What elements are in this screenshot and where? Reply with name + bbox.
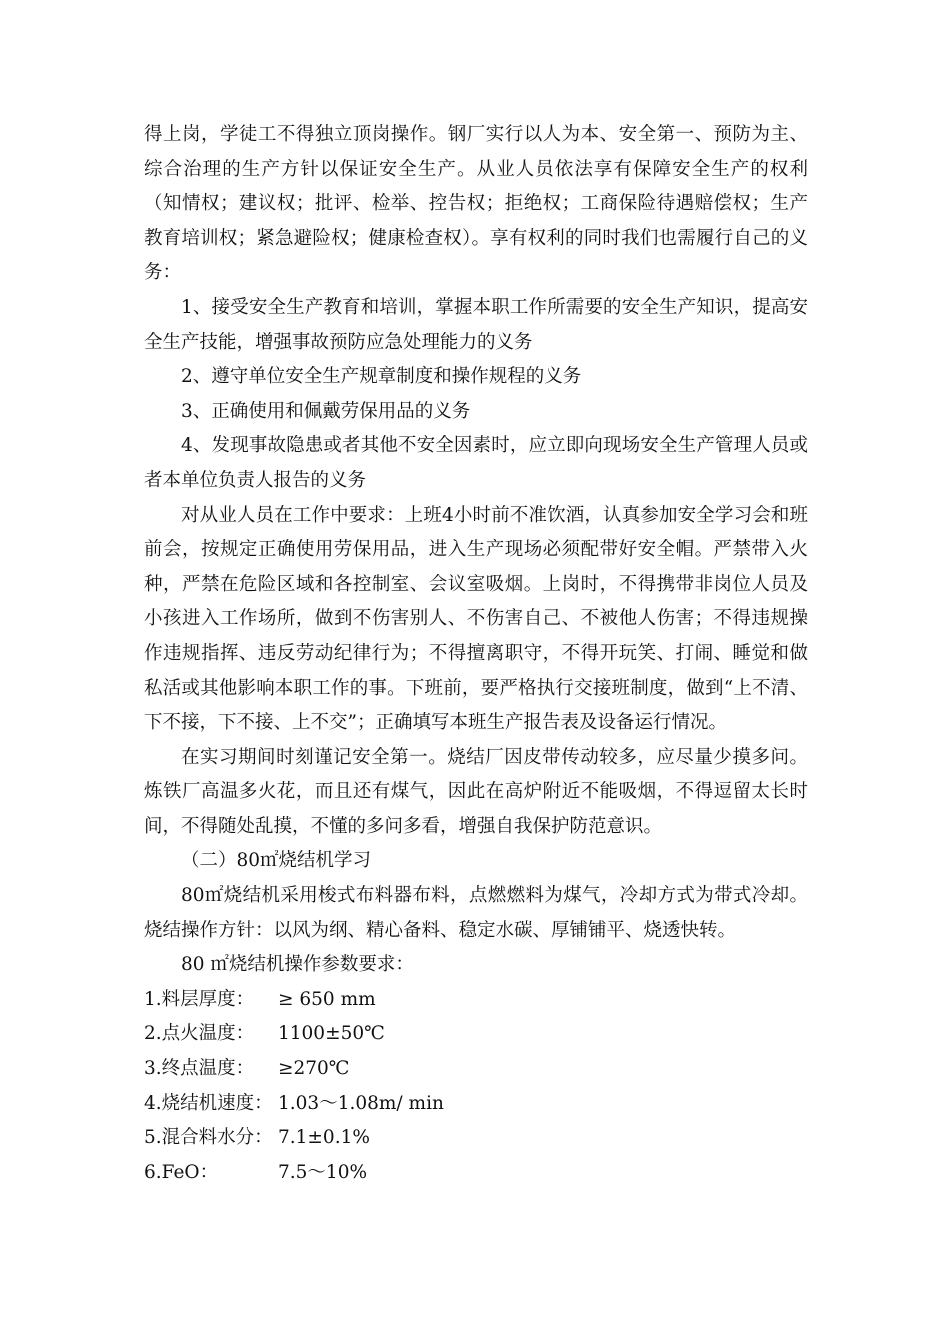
parameter-label: 5.混合料水分： (144, 1127, 273, 1149)
parameter-list (144, 983, 808, 1191)
parameter-value: 1100±50℃ (278, 1023, 385, 1045)
parameter-row (144, 1017, 808, 1052)
paragraph-work-requirements: 对从业人员在工作中要求：上班4小时前不准饮酒，认真参加安全学习会和班前会，按规定正确使用劳保用品，进入生产现场必须配带好安全帽。严禁带入火种，严禁在危险区域和各控制室、会议室吸烟。上岗时，不得携带非岗位人员及小孩进入工作场所，做到不伤害别人、不伤害自己、不被他人伤害；不得违规操作违规指挥、违反劳动纪律行为；不得擅离职守，不得开玩笑、打闹、睡觉和做私活或其他影响本职工作的事。下班前，要严格执行交接班制度，做到“上不清、下不接，下不接、上不交”；正确填写本班生产报告表及设备运行情况。 (144, 504, 808, 734)
parameter-row (144, 1156, 808, 1191)
parameter-row (144, 983, 808, 1018)
parameter-label: 3.终点温度： (144, 1058, 255, 1080)
parameter-row (144, 1052, 808, 1087)
paragraph-rights: 得上岗，学徒工不得独立顶岗操作。钢厂实行以人为本、安全第一、预防为主、综合治理的生产方针以保证安全生产。从业人员依法享有保障安全生产的权利（知情权；建议权；批评、检举、控告权；拒绝权；工商保险待遇赔偿权；生产教育培训权；紧急避险权；健康检查权）。享有权利的同时我们也需履行自己的义务： (144, 124, 808, 284)
paragraph-params-heading: 80 ㎡烧结机操作参数要求： (181, 954, 414, 976)
parameter-row (144, 1121, 808, 1156)
parameter-value: 1.03～1.08m/ min (278, 1092, 444, 1114)
paragraph-duty-1: 1、接受安全生产教育和培训，掌握本职工作所需要的安全生产知识，提高安全生产技能，增强事故预防应急处理能力的义务 (144, 296, 808, 353)
parameter-label: 4.烧结机速度： (144, 1092, 273, 1114)
paragraph-internship-safety: 在实习期间时刻谨记安全第一。烧结厂因皮带传动较多，应尽量少摸多问。炼铁厂高温多火花，而且还有煤气，因此在高炉附近不能吸烟，不得逗留太长时间，不得随处乱摸，不懂的多问多看，增强自我保护防范意识。 (144, 746, 808, 837)
parameter-row (144, 1087, 808, 1122)
parameter-label: 2.点火温度： (144, 1023, 255, 1045)
paragraph-duty-3: 3、正确使用和佩戴劳保用品的义务 (181, 400, 471, 422)
parameter-value: ≥ 650 mm (278, 988, 376, 1010)
parameter-label: 6.FeO： (144, 1161, 219, 1183)
parameter-value: 7.1±0.1% (278, 1127, 370, 1149)
parameter-value: 7.5～10% (278, 1161, 368, 1183)
section-heading-sintering: （二）80㎡烧结机学习 (181, 850, 372, 872)
parameter-value: ≥270℃ (278, 1058, 350, 1080)
document-page (144, 118, 808, 1190)
paragraph-duty-4: 4、发现事故隐患或者其他不安全因素时，应立即向现场安全生产管理人员或者本单位负责人报告的义务 (144, 435, 808, 491)
paragraph-sintering-intro: 80㎡烧结机采用梭式布料器布料，点燃燃料为煤气，冷却方式为带式冷却。烧结操作方针：以风为纲、精心备料、稳定水碳、厚铺铺平、烧透快转。 (144, 885, 808, 941)
paragraph-duty-2: 2、遵守单位安全生产规章制度和操作规程的义务 (181, 366, 582, 388)
parameter-label: 1.料层厚度： (144, 988, 255, 1010)
